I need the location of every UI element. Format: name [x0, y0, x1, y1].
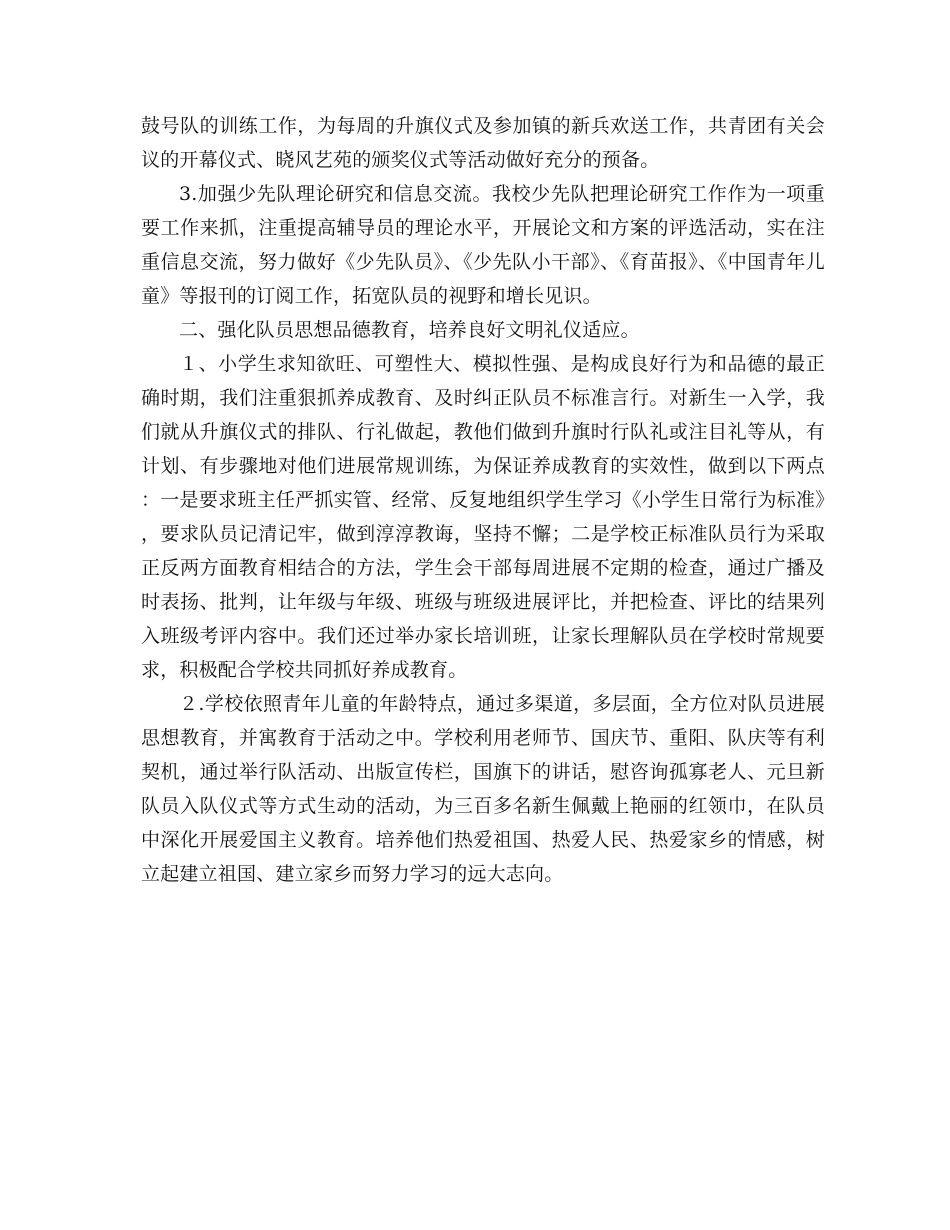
paragraph-habit-education: １、小学生求知欲旺、可塑性大、模拟性强、是构成良好行为和品德的最正确时期，我们注重狠抓养成教育、及时纠正队员不标准言行。对新生一入学，我们就从升旗仪式的排队、行礼做起，教他们做到升旗时行队礼或注目礼等从，有计划、有步骤地对他们进展常规训练，为保证养成教育的实效性，做到以下两点：一是要求班主任严抓实管、经常、反复地组织学生学习《小学生日常行为标准》，要求队员记清记牢，做到淳淳教诲，坚持不懈；二是学校正标准队员行为采取正反两方面教育相结合的方法，学生会干部每周进展不定期的检查，通过广播及时表扬、批判，让年级与年级、班级与班级进展评比，并把检查、评比的结果列入班级考评内容中。我们还过举办家长培训班，让家长理解队员在学校时常规要求，积极配合学校共同抓好养成教育。	[141, 353, 825, 681]
document-body	[141, 109, 825, 891]
section-heading: 二、强化队员思想品德教育，培养良好文明礼仪适应。	[179, 319, 640, 341]
paragraph-ideological-education: ２.学校依照青年儿童的年龄特点，通过多渠道，多层面，全方位对队员进展思想教育，并寓教育于活动之中。学校利用老师节、国庆节、重阳、队庆等有利契机，通过举行队活动、出版宣传栏，国旗下的讲话，慰咨询孤寡老人、元旦新队员入队仪式等方式生动的活动，为三百多名新生佩戴上艳丽的红领巾，在队员中深化开展爱国主义教育。培养他们热爱祖国、热爱人民、热爱家乡的情感，树立起建立祖国、建立家乡而努力学习的远大志向。	[141, 693, 825, 885]
paragraph-theory-research: 3.加强少先队理论研究和信息交流。我校少先队把理论研究工作作为一项重要工作来抓，注重提高辅导员的理论水平，开展论文和方案的评选活动，实在注重信息交流，努力做好《少先队员》、《少先队小干部》、《育苗报》、《中国青年儿童》等报刊的订阅工作，拓宽队员的视野和增长见识。	[141, 183, 825, 307]
paragraph-continued: 鼓号队的训练工作，为每周的升旗仪式及参加镇的新兵欢送工作，共青团有关会议的开幕仪式、晓风艺苑的颁奖仪式等活动做好充分的预备。	[141, 115, 825, 171]
